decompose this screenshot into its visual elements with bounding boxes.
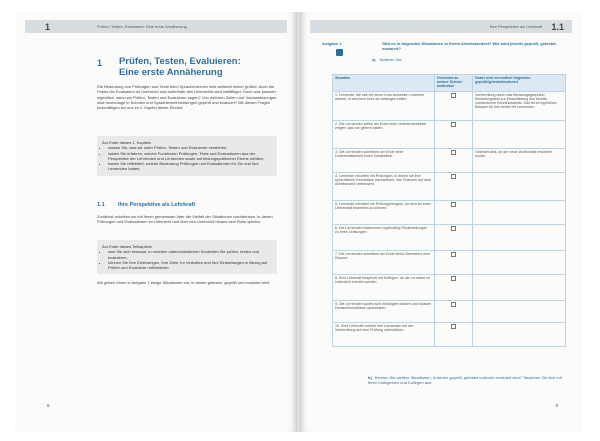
table-row: [333, 201, 566, 225]
subgoal-item: • können Sie Ihre Erfahrungen, Ihre Ziele, Ihr Verhalten und Ihre Einstellungen in Bezug auf Prüfen und Evaluieren reflektieren.: [108, 260, 272, 271]
situation-cell: 9. Die Lernenden wollen sich einbürgern lassen und müssen Deutschkenntnisse nachweisen.: [333, 301, 435, 323]
note-cell[interactable]: [473, 201, 566, 225]
intro-paragraph: Die Bedeutung von Prüfungen und Tests beim Sprachenlernen wird weltweit immer größer. Auch die Praxis der Evaluation im Unterricht und außerhalb des Unterrichts wird vielfältiger. Doch was passiert eigentlich, wenn wir Prüfen, Testen und Evaluieren sagen? Von welchen Zielen und Voraussetzungen wird heutzutage in Schulen und Sprachlerneinrichtungen geprüft und evaluiert? Mit diesen Fragen beschäftigen wir uns im 1. Kapitel dieser Einheit.: [97, 84, 277, 111]
task-part-a: [372, 57, 403, 62]
goal-item: • haben Sie erfahren, welche Funktionen Prüfungen, Tests und Evaluationen aus der Perspektive der Lehrenden und Lernenden sowie auf bildungspolitischer Ebene erfüllen,: [108, 151, 272, 162]
situation-cell: 2. Die Lernenden sollen am Ende einer Unterrichtseinheit zeigen, was sie gelernt haben.: [333, 121, 435, 149]
checkbox[interactable]: [451, 302, 456, 307]
header-evaluation: Dabei wird vermutlich folgendes geprüft/getestet/evaluiert: [473, 75, 566, 92]
subsection-number: 1.1: [97, 202, 105, 208]
checkbox[interactable]: [451, 226, 456, 231]
note-cell[interactable]: [473, 173, 566, 201]
task-question: Gibt es in folgenden Situationen in Ihrem Arbeitskontext? Wie wird jeweils geprüft, getestet, evaluiert?: [382, 41, 557, 52]
table-row: [333, 121, 566, 149]
right-page: [300, 12, 582, 432]
goal-item: • haben Sie reflektiert, welche Bedeutung Prüfungen und Evaluationen für Sie und Ihre Lernenden haben.: [108, 161, 272, 172]
note-cell[interactable]: [473, 225, 566, 251]
table-row: [333, 225, 566, 251]
right-header-bar: [310, 20, 572, 33]
note-cell[interactable]: [473, 301, 566, 323]
task-label: Aufgabe 1: [322, 41, 342, 46]
open-book: [15, 12, 582, 432]
heading-number: 1: [97, 58, 103, 68]
chapter-number: 1: [45, 22, 51, 32]
checkbox-cell: [434, 301, 472, 323]
subsection-paragraph: Zunächst möchten wir mit Ihnen gemeinsam über die Vielfalt der Situationen nachdenken, in denen Prüfungen und Evaluationen im Unterricht und über den Unterricht hinaus eine Rolle spielen.: [97, 214, 273, 225]
situation-cell: 5. Lernende möchten ein Prüfungszeugnis, um sich an einer Universität bewerben zu können.: [333, 201, 435, 225]
table-row: [333, 251, 566, 275]
situation-cell: 4. Lernende möchten mit Prüfungen, in denen sie ihre sprachlichen Kenntnisse nachweisen, ihre Chancen auf dem Arbeitsmarkt verbessern.: [333, 173, 435, 201]
goals-list: [102, 145, 272, 171]
running-header: Ihre Perspektive als Lehrkraft: [489, 24, 542, 29]
closing-paragraph: Wir geben Ihnen in Aufgabe 1 einige Situationen vor, in denen getestet, geprüft und evaluiert wird.: [97, 280, 271, 285]
situation-cell: 8. Eine Lehrkraft bespricht mit Kollegen, ob die Lernziele im Unterricht erreicht wurden.: [333, 275, 435, 301]
table-row: [333, 301, 566, 323]
checkbox[interactable]: [451, 174, 456, 179]
header-situation: Situation: [333, 75, 435, 92]
left-page: [15, 12, 297, 432]
goals-box: [97, 136, 277, 176]
checkbox[interactable]: [451, 93, 456, 98]
running-header: Prüfen, Testen, Evaluieren: Eine erste Annäherung: [97, 24, 187, 29]
checkbox[interactable]: [451, 150, 456, 155]
checkbox-cell: [434, 251, 472, 275]
checkbox[interactable]: [451, 324, 456, 329]
header-institution: Gesichtet an meiner Schule/ Institution: [434, 75, 472, 92]
checkbox-cell: [434, 173, 472, 201]
subgoals-box: [97, 240, 277, 274]
checkbox[interactable]: [451, 252, 456, 257]
chapter-heading: [119, 56, 241, 78]
part-b-text: Kennen Sie weitere Situationen, in denen geprüft, getestet und/oder evaluiert wird? Tauschen Sie sich mit Ihren Kolleginnen und Kollegen aus.: [368, 375, 562, 386]
note-cell[interactable]: [473, 251, 566, 275]
situation-cell: 1. Lernende, die sich für einen Kurs anmelden, möchten wissen, in welchem Kurs sie anfangen sollen.: [333, 92, 435, 121]
note-cell[interactable]: [473, 121, 566, 149]
note-cell[interactable]: Getestet wird, ob der neue Wortschatz erworben wurde.: [473, 149, 566, 173]
page-number: 9: [555, 403, 558, 408]
table-row: [333, 173, 566, 201]
situation-cell: 3. Die Lernenden schreiben am Ende einer Unterrichtseinheit einen Vokabeltest.: [333, 149, 435, 173]
note-cell[interactable]: [473, 275, 566, 301]
checkbox[interactable]: [451, 122, 456, 127]
situation-cell: 10. Eine Lehrkraft möchte ihre Lernenden bei der Vorbereitung auf eine Prüfung unterstützen.: [333, 323, 435, 347]
part-a-text: Notieren Sie.: [379, 57, 403, 62]
subgoal-item: • sind Sie sich bewusst, in welchen unterschiedlichen Kontexten Sie prüfen, testen und evaluieren,: [108, 249, 272, 260]
subgoals-list: [102, 249, 272, 270]
note-cell[interactable]: Vorbereitung durch das Beratungsgespräch; Einstufungstest zur Einschätzung des bereits vorhandenen Kenntnisstands. Das ist ein typisches Beispiel für Ihre Arbeit mit Lernenden.: [473, 92, 566, 121]
checkbox-cell: [434, 92, 472, 121]
left-header-bar: [25, 20, 287, 33]
situation-cell: 7. Die Lernenden schreiben am Ende eines Semesters eine Klausur.: [333, 251, 435, 275]
checkbox[interactable]: [451, 276, 456, 281]
heading-line-2: Eine erste Annäherung: [119, 67, 223, 78]
checkbox-cell: [434, 225, 472, 251]
book-icon: [336, 49, 343, 56]
goal-item: • wissen Sie, was wir unter Prüfen, Testen und Evaluieren verstehen,: [108, 145, 272, 150]
page-number: 8: [47, 403, 50, 408]
heading-line-1: Prüfen, Testen, Evaluieren:: [119, 56, 241, 67]
chapter-number: 1.1: [551, 22, 564, 32]
situation-table: [332, 74, 566, 347]
goals-intro: Am Ende dieses 1. Kapitels: [102, 140, 151, 145]
checkbox-cell: [434, 275, 472, 301]
situation-cell: 6. Die Lernenden bekommen regelmäßig Rückmeldungen zu ihren Leistungen.: [333, 225, 435, 251]
checkbox-cell: [434, 149, 472, 173]
table-row: [333, 149, 566, 173]
task-part-b: [368, 375, 563, 386]
checkbox-cell: [434, 201, 472, 225]
table-row: [333, 323, 566, 347]
checkbox-cell: [434, 323, 472, 347]
subsection-title: Ihre Perspektive als Lehrkraft: [118, 202, 196, 208]
table-row: [333, 275, 566, 301]
checkbox[interactable]: [451, 202, 456, 207]
table-header-row: [333, 75, 566, 92]
part-a-marker: a): [372, 57, 376, 62]
checkbox-cell: [434, 121, 472, 149]
part-b-marker: b): [368, 375, 372, 380]
table-row: [333, 92, 566, 121]
subgoals-intro: Am Ende dieses Teilkapitels: [102, 244, 152, 249]
note-cell[interactable]: [473, 323, 566, 347]
